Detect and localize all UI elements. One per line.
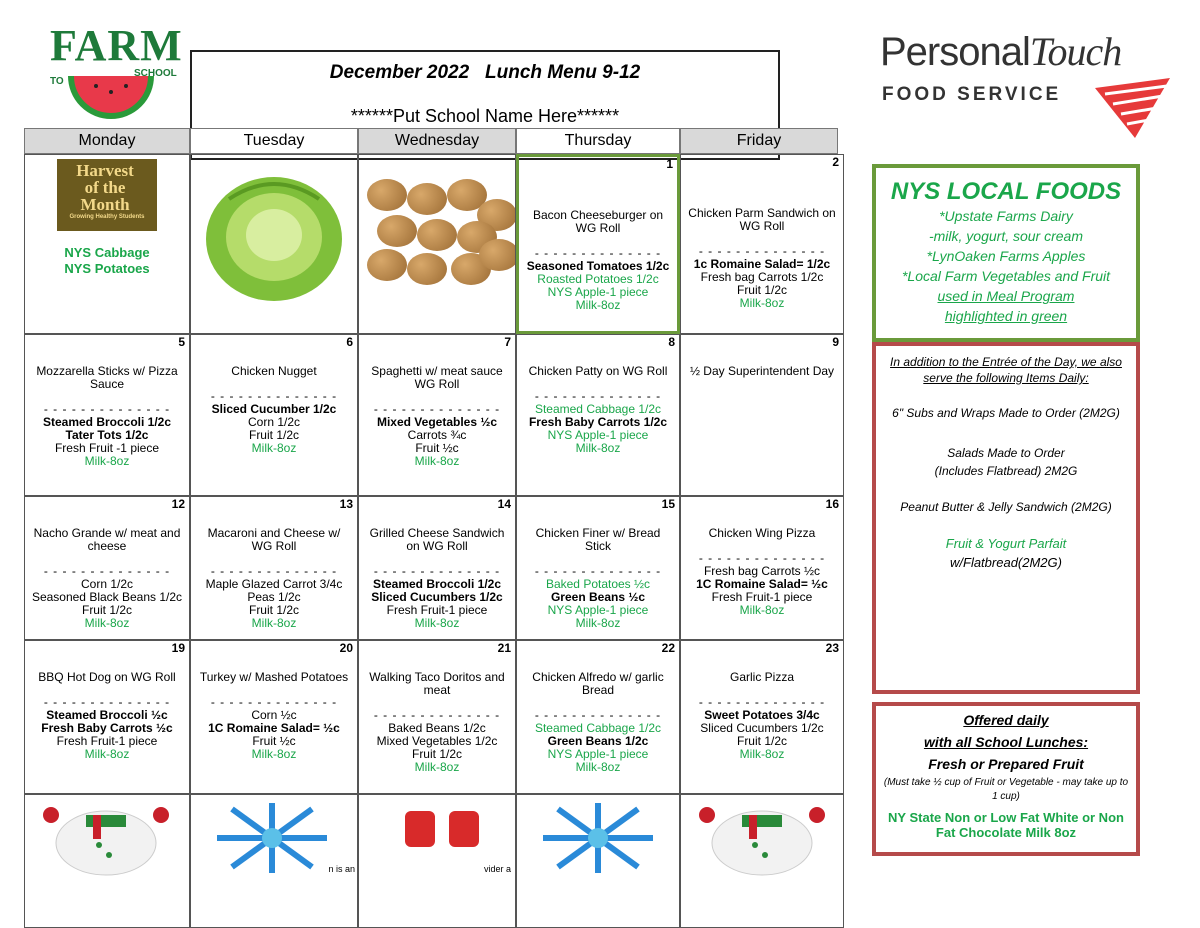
side-item: Seasoned Black Beans 1/2c	[31, 590, 183, 604]
day-number: 8	[668, 335, 675, 349]
side-item: Maple Glazed Carrot 3/4c	[205, 577, 343, 591]
entree-text: Chicken Wing Pizza	[708, 526, 816, 540]
side-item: Fruit ½c	[415, 441, 459, 455]
side-item: Sliced Cucumbers 1/2c	[700, 721, 824, 735]
entree-text: Nacho Grande w/ meat and cheese	[33, 526, 181, 553]
day-number: 1	[666, 157, 673, 171]
day-cell-week2-tuesday	[190, 334, 358, 496]
entree-text: Spaghetti w/ meat sauce WG Roll	[371, 364, 503, 391]
side-item: Milk-8oz	[739, 603, 785, 617]
school-name-placeholder[interactable]: ******Put School Name Here******	[350, 106, 620, 126]
daily-items-heading: In addition to the Entrée of the Day, we also serve the following Items Daily:	[890, 355, 1122, 385]
harvest-of-the-month-badge	[57, 159, 157, 231]
red-stripes-icon	[1095, 78, 1170, 140]
side-item: Milk-8oz	[251, 616, 297, 630]
day-number: 23	[825, 641, 839, 655]
side-item: Green Beans 1/2c	[547, 734, 649, 748]
offered-daily-box	[872, 702, 1140, 856]
side-item: Milk-8oz	[251, 747, 297, 761]
day-cell-week2-thursday	[516, 334, 680, 496]
divider-dashes: - - - - - - - - - - - - - -	[210, 389, 338, 403]
farm-logo-to: TO	[50, 76, 64, 87]
nys-local-foods-box	[872, 164, 1140, 342]
day-header-wednesday: Wednesday	[358, 128, 516, 154]
entree-text: Bacon Cheeseburger on WG Roll	[532, 208, 664, 235]
day-number: 20	[339, 641, 353, 655]
side-item: Seasoned Tomatoes 1/2c	[526, 259, 670, 273]
side-item: Milk-8oz	[414, 760, 460, 774]
side-item: Steamed Broccoli 1/2c	[42, 415, 172, 429]
day-cell-week3-wednesday	[358, 496, 516, 640]
divider-dashes: - - - - - - - - - - - - - -	[534, 708, 662, 722]
entree-text: Chicken Finer w/ Bread Stick	[535, 526, 661, 553]
local-line-1: *Upstate Farms Dairy	[939, 208, 1073, 224]
menu-title: December 2022 Lunch Menu 9-12	[329, 62, 641, 83]
side-item: Mixed Vegetables ½c	[376, 415, 498, 429]
day-cell-week4-tuesday	[190, 640, 358, 794]
potato-shape	[407, 253, 447, 285]
side-item: Peas 1/2c	[247, 590, 301, 604]
side-item: Milk-8oz	[414, 616, 460, 630]
side-item: Milk-8oz	[84, 454, 130, 468]
day-cell-week4-wednesday	[358, 640, 516, 794]
day-cell-week2-friday	[680, 334, 844, 496]
side-item: 1C Romaine Salad= ½c	[208, 721, 340, 735]
entree-text: Turkey w/ Mashed Potatoes	[199, 670, 349, 684]
entree-text: Walking Taco Doritos and meat	[369, 670, 505, 697]
day-number: 16	[825, 497, 839, 511]
entree-text: Chicken Nugget	[231, 364, 317, 378]
daily-item-pbj: Peanut Butter & Jelly Sandwich (2M2G)	[900, 500, 1112, 514]
day-number: 9	[832, 335, 839, 349]
harvest-line1: Harvest	[76, 161, 134, 180]
side-item: Baked Potatoes ½c	[545, 577, 651, 591]
offered-line-5: NY State Non or Low Fat White or Non Fat Chocolate Milk 8oz	[888, 810, 1124, 840]
divider-dashes: - - - - - - - - - - - - - -	[373, 564, 501, 578]
daily-item-salads: Salads Made to Order	[947, 446, 1065, 460]
side-item: NYS Apple-1 piece	[547, 428, 649, 442]
day-number: 21	[497, 641, 511, 655]
farm-logo-word: FARM	[50, 21, 183, 70]
potatoes-image	[367, 179, 509, 287]
divider-dashes: - - - - - - - - - - - - - -	[373, 708, 501, 722]
daily-item-subs: 6" Subs and Wraps Made to Order (2M2G)	[892, 406, 1120, 420]
divider-dashes: - - - - - - - - - - - - - -	[534, 389, 662, 403]
side-item: Tater Tots 1/2c	[65, 428, 149, 442]
day-cell-week3-thursday	[516, 496, 680, 640]
side-item: Milk-8oz	[251, 441, 297, 455]
divider-dashes: - - - - - - - - - - - - - -	[43, 402, 171, 416]
side-item: Fresh Fruit -1 piece	[54, 441, 160, 455]
logo-name-italic: Touch	[1029, 29, 1122, 74]
side-item: Steamed Cabbage 1/2c	[534, 721, 662, 735]
divider-dashes: - - - - - - - - - - - - - -	[698, 551, 826, 565]
side-item: Steamed Broccoli 1/2c	[372, 577, 502, 591]
side-item: Milk-8oz	[84, 747, 130, 761]
decoration-cell-friday	[680, 794, 844, 928]
potato-shape	[407, 183, 447, 215]
local-note-1: used in Meal Program	[937, 288, 1075, 304]
side-item: Fresh bag Carrots 1/2c	[700, 270, 824, 284]
side-item: Milk-8oz	[575, 760, 621, 774]
side-item: Roasted Potatoes 1/2c	[537, 272, 659, 286]
entree-text: Chicken Parm Sandwich on WG Roll	[688, 206, 836, 233]
day-cell-week1-friday	[680, 154, 844, 334]
day-number: 12	[171, 497, 185, 511]
entree-text: Chicken Alfredo w/ garlic Bread	[532, 670, 664, 697]
side-item: Fruit 1/2c	[248, 603, 299, 617]
farm-logo-school: SCHOOL	[134, 68, 177, 79]
day-number: 22	[661, 641, 675, 655]
local-note-2: highlighted in green	[944, 308, 1068, 324]
side-item: Fruit 1/2c	[248, 428, 299, 442]
day-header-tuesday: Tuesday	[190, 128, 358, 154]
side-item: Carrots ¾c	[407, 428, 467, 442]
divider-dashes: - - - - - - - - - - - - - -	[698, 244, 826, 258]
day-cell-week3-friday	[680, 496, 844, 640]
side-item: Milk-8oz	[575, 298, 621, 312]
day-cell-week1-thursday	[516, 154, 680, 334]
harvest-line2: of	[84, 178, 99, 197]
day-cell-week3-tuesday	[190, 496, 358, 640]
day-number: 2	[832, 155, 839, 169]
day-cell-week4-thursday	[516, 640, 680, 794]
personal-touch-logo	[880, 28, 1170, 138]
offered-line-4: (Must take ½ cup of Fruit or Vegetable - may take up to 1 cup)	[883, 777, 1129, 802]
offered-line-1: Offered daily	[963, 712, 1049, 728]
harvest-item-potatoes: NYS Potatoes	[64, 261, 150, 276]
day-cell-week4-monday	[24, 640, 190, 794]
day-number: 14	[497, 497, 511, 511]
entree-text: Chicken Patty on WG Roll	[528, 364, 668, 378]
day-header-friday: Friday	[680, 128, 838, 154]
day-number: 15	[661, 497, 675, 511]
decoration-cell-monday	[24, 794, 190, 928]
day-cell-week2-monday	[24, 334, 190, 496]
side-item: Milk-8oz	[575, 616, 621, 630]
potato-shape	[367, 249, 407, 281]
side-item: Steamed Cabbage 1/2c	[534, 402, 662, 416]
side-item: Fresh Fruit-1 piece	[386, 603, 488, 617]
cabbage-image	[199, 159, 349, 309]
entree-text: Grilled Cheese Sandwich on WG Roll	[369, 526, 505, 553]
food-service-label: FOOD SERVICE	[882, 84, 1062, 105]
divider-dashes: - - - - - - - - - - - - - -	[43, 564, 171, 578]
side-item: 1C Romaine Salad= ½c	[696, 577, 828, 591]
offered-line-2: with all School Lunches:	[923, 734, 1089, 750]
harvest-line4: Month	[80, 195, 130, 214]
side-item: Fresh Fruit-1 piece	[711, 590, 813, 604]
divider-dashes: - - - - - - - - - - - - - -	[698, 695, 826, 709]
divider-dashes: - - - - - - - - - - - - - -	[534, 564, 662, 578]
day-number: 5	[178, 335, 185, 349]
side-item: Sliced Cucumbers 1/2c	[371, 590, 503, 604]
snowflake-icon	[523, 801, 673, 881]
side-item: Green Beans ½c	[550, 590, 646, 604]
side-item: Fruit 1/2c	[736, 734, 787, 748]
side-item: Fresh Baby Carrots 1/2c	[528, 415, 668, 429]
side-item: Fresh Baby Carrots ½c	[41, 721, 173, 735]
divider-dashes: - - - - - - - - - - - - - -	[210, 564, 338, 578]
bottom-text-fragment: vider a	[483, 864, 511, 874]
side-item: Milk-8oz	[84, 616, 130, 630]
side-item: Corn 1/2c	[247, 415, 301, 429]
local-line-2: -milk, yogurt, sour cream	[928, 228, 1084, 244]
day-header-thursday: Thursday	[516, 128, 680, 154]
side-item: Fresh bag Carrots ½c	[703, 564, 821, 578]
local-foods-title: NYS LOCAL FOODS	[890, 178, 1122, 205]
divider-dashes: - - - - - - - - - - - - - -	[210, 695, 338, 709]
entree-text: BBQ Hot Dog on WG Roll	[38, 670, 176, 684]
daily-item-parfait-note: w/Flatbread(2M2G)	[950, 555, 1062, 570]
day-cell-week1-wednesday	[358, 154, 516, 334]
watermelon-icon	[66, 74, 156, 119]
side-item: Corn ½c	[251, 708, 297, 722]
daily-item-parfait: Fruit & Yogurt Parfait	[945, 536, 1067, 551]
side-item: Fresh Fruit-1 piece	[56, 734, 158, 748]
harvest-line3: the	[102, 178, 126, 197]
decoration-cell-wednesday	[358, 794, 516, 928]
entree-text: ½ Day Superintendent Day	[689, 364, 835, 378]
local-line-3: *LynOaken Farms Apples	[926, 248, 1086, 264]
decoration-cell-thursday	[516, 794, 680, 928]
entree-text: Mozzarella Sticks w/ Pizza Sauce	[36, 364, 178, 391]
day-number: 7	[504, 335, 511, 349]
potato-shape	[479, 239, 516, 271]
potato-shape	[377, 215, 417, 247]
snowflake-icon	[197, 801, 347, 881]
decoration-cell-tuesday	[190, 794, 358, 928]
side-item: Milk-8oz	[739, 296, 785, 310]
daily-items-box	[872, 342, 1140, 694]
side-item: Milk-8oz	[575, 441, 621, 455]
day-cell-week3-monday	[24, 496, 190, 640]
divider-dashes: - - - - - - - - - - - - - -	[373, 402, 501, 416]
logo-name-plain: Personal	[880, 30, 1030, 74]
side-item: Fruit 1/2c	[411, 747, 462, 761]
bottom-text-fragment: n is an	[328, 864, 355, 874]
day-cell-week1-monday	[24, 154, 190, 334]
snowman-icon	[31, 801, 181, 881]
lunch-calendar	[24, 128, 844, 928]
harvest-tagline: Growing Healthy Students	[69, 214, 145, 220]
side-item: NYS Apple-1 piece	[547, 603, 649, 617]
potato-shape	[417, 219, 457, 251]
day-cell-week4-friday	[680, 640, 844, 794]
snowman-icon	[687, 801, 837, 881]
side-item: Milk-8oz	[414, 454, 460, 468]
harvest-item-cabbage: NYS Cabbage	[64, 245, 150, 260]
side-item: Sweet Potatoes 3/4c	[704, 708, 820, 722]
farm-to-school-logo	[34, 18, 183, 108]
side-item: NYS Apple-1 piece	[547, 747, 649, 761]
side-item: Fruit ½c	[252, 734, 296, 748]
daily-item-salads-note: (Includes Flatbread) 2M2G	[934, 464, 1078, 478]
day-cell-week1-tuesday	[190, 154, 358, 334]
side-item: Fruit 1/2c	[736, 283, 787, 297]
side-item: Steamed Broccoli ½c	[46, 708, 168, 722]
day-number: 6	[346, 335, 353, 349]
potato-shape	[367, 179, 407, 211]
side-item: Baked Beans 1/2c	[388, 721, 486, 735]
day-number: 13	[339, 497, 353, 511]
side-item: NYS Apple-1 piece	[547, 285, 649, 299]
side-item: Corn 1/2c	[80, 577, 134, 591]
day-number: 19	[171, 641, 185, 655]
entree-text: Garlic Pizza	[729, 670, 794, 684]
day-header-monday: Monday	[24, 128, 190, 154]
side-item: Fruit 1/2c	[81, 603, 132, 617]
divider-dashes: - - - - - - - - - - - - - -	[534, 246, 662, 260]
side-item: 1c Romaine Salad= 1/2c	[693, 257, 831, 271]
divider-dashes: - - - - - - - - - - - - - -	[43, 695, 171, 709]
side-item: Mixed Vegetables 1/2c	[376, 734, 498, 748]
side-item: Milk-8oz	[739, 747, 785, 761]
day-cell-week2-wednesday	[358, 334, 516, 496]
offered-line-3: Fresh or Prepared Fruit	[928, 756, 1084, 772]
personal-touch-name	[880, 28, 1121, 75]
entree-text: Macaroni and Cheese w/ WG Roll	[207, 526, 341, 553]
local-line-4: *Local Farm Vegetables and Fruit	[901, 268, 1111, 284]
side-item: Sliced Cucumber 1/2c	[211, 402, 337, 416]
